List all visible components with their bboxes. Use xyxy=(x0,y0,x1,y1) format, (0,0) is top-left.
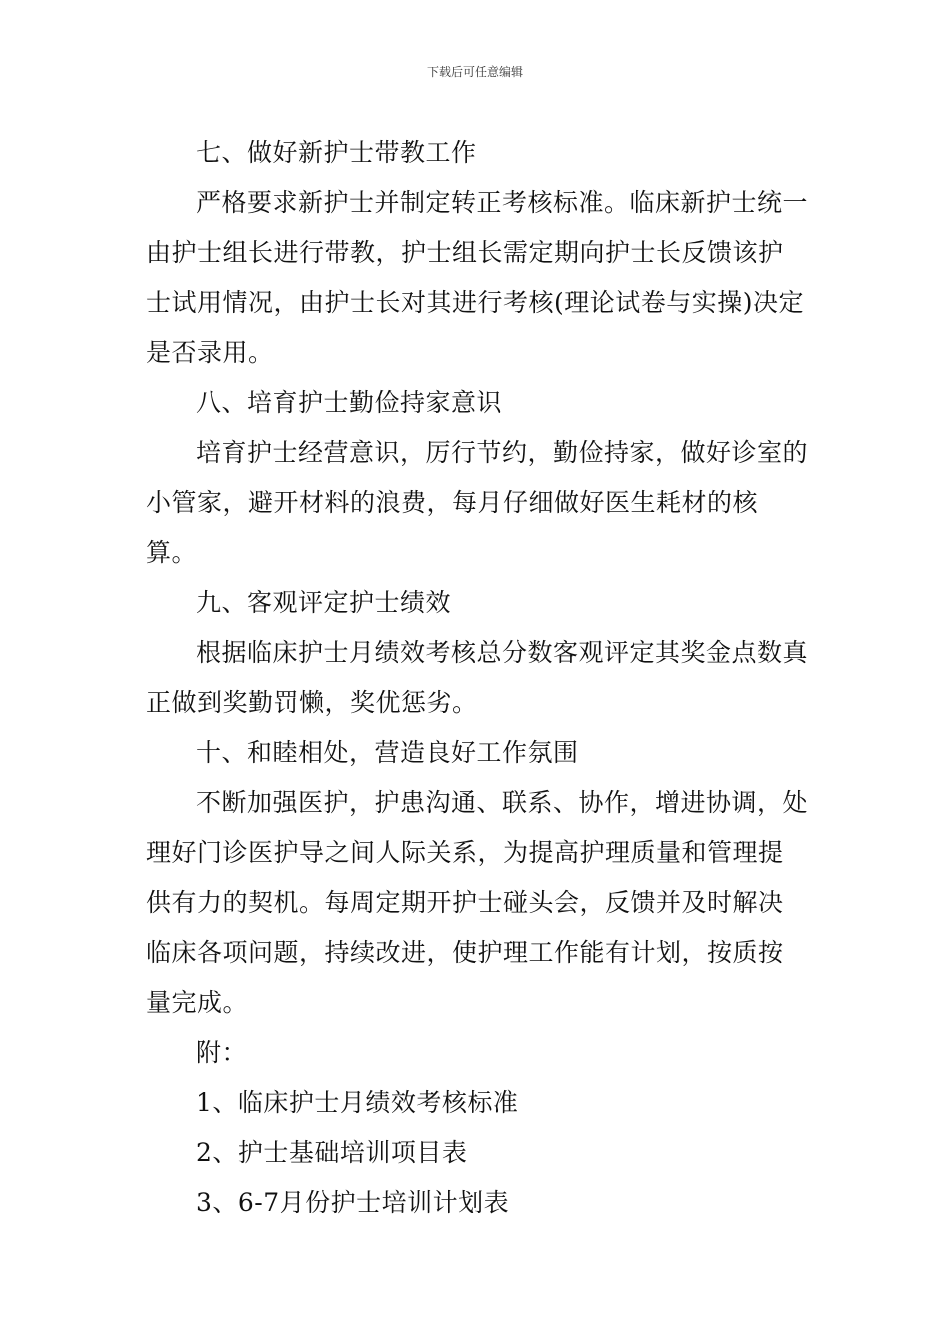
appendix-item: 1、临床护士月绩效考核标准 xyxy=(196,1088,519,1117)
section-body-9: 根据临床护士月绩效考核总分数客观评定其奖金点数真正做到奖勤罚懒，奖优惩劣。 xyxy=(146,638,809,717)
appendix-item: 2、护士基础培训项目表 xyxy=(196,1138,468,1167)
section-body-8: 培育护士经营意识，厉行节约，勤俭持家，做好诊室的小管家，避开材料的浪费，每月仔细做好医生耗材的核算。 xyxy=(146,438,809,567)
section-heading-8: 八、培育护士勤俭持家意识 xyxy=(196,388,503,417)
document-body xyxy=(146,128,808,1228)
section-heading-10: 十、和睦相处，营造良好工作氛围 xyxy=(196,738,579,767)
appendix-item: 3、6-7月份护士培训计划表 xyxy=(196,1188,510,1217)
page-header: 下载后可任意编辑 xyxy=(426,65,523,79)
section-body-7: 严格要求新护士并制定转正考核标准。临床新护士统一由护士组长进行带教，护士组长需定期向护士长反馈该护士试用情况，由护士长对其进行考核(理论试卷与实操)决定是否录用。 xyxy=(146,188,809,367)
section-body-10: 不断加强医护，护患沟通、联系、协作，增进协调，处理好门诊医护导之间人际关系，为提高护理质量和管理提供有力的契机。每周定期开护士碰头会，反馈并及时解决临床各项问题，持续改进，使护理工作能有计划，按质按量完成。 xyxy=(146,788,809,1017)
section-heading-7: 七、做好新护士带教工作 xyxy=(196,138,477,167)
appendix-label: 附： xyxy=(196,1038,248,1067)
section-heading-9: 九、客观评定护士绩效 xyxy=(196,588,452,617)
